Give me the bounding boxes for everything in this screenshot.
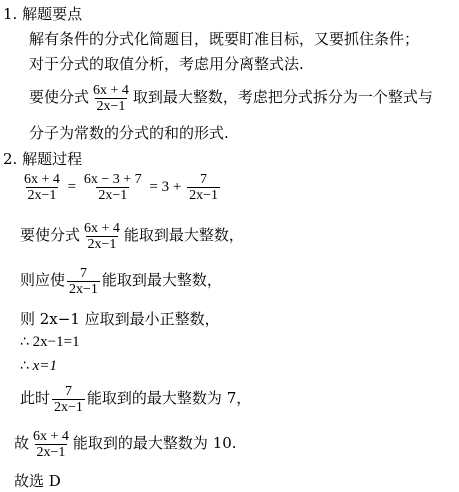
denominator: 2x−1: [96, 98, 126, 114]
section2-heading: 2. 解题过程: [3, 150, 83, 168]
section1-line2: 对于分式的取值分析，考虑用分离整式法.: [29, 55, 304, 73]
fraction: [91, 83, 131, 114]
text-suffix: 能取到的最大整数为 10.: [72, 434, 237, 452]
fraction-1: [22, 172, 62, 203]
section1-line1: 解有条件的分式化简题目，既要盯准目标，又要抓住条件；: [29, 30, 420, 48]
fraction: [67, 266, 100, 297]
fraction-3: [187, 172, 220, 203]
numerator: 7: [64, 383, 72, 399]
denominator: 2x−1: [189, 188, 218, 204]
text-suffix: 能取到最大整数，: [123, 226, 244, 244]
numerator: 6x + 4: [24, 172, 60, 188]
therefore-symbol: ∴: [20, 334, 29, 350]
step6: [20, 381, 251, 415]
denominator: 2x−1: [36, 444, 66, 460]
section1-line3: [29, 80, 433, 114]
denominator: 2x−1: [98, 188, 128, 204]
step1: [20, 218, 244, 252]
denominator: 2x−1: [69, 281, 98, 297]
equals-three-plus: = 3 +: [149, 179, 182, 195]
step2: [20, 263, 222, 297]
numerator: 7: [79, 265, 87, 281]
denominator: 2x−1: [87, 236, 117, 252]
text-prefix: 此时: [20, 389, 51, 407]
equals-sign: =: [67, 179, 77, 195]
step3: 则 2x−1 应取到最小正整数，: [20, 310, 220, 328]
denominator: 2x−1: [54, 399, 83, 415]
step4-text: 2x−1=1: [32, 334, 80, 350]
numerator: 6x + 4: [84, 220, 120, 236]
denominator: 2x−1: [27, 188, 57, 204]
fraction: [82, 221, 122, 252]
text-prefix: 要使分式: [20, 226, 81, 244]
equation-line: [20, 170, 222, 204]
fraction: [52, 384, 85, 415]
numerator: 6x + 4: [93, 82, 129, 98]
text-suffix: 能取到最大整数，: [101, 271, 222, 289]
text-prefix: 要使分式: [29, 88, 90, 106]
numerator: 6x + 4: [33, 428, 69, 444]
text-prefix: 故: [14, 434, 30, 452]
fraction-2: [82, 172, 144, 203]
numerator: 7: [200, 172, 208, 188]
step8: 故选 D: [14, 472, 61, 490]
numerator: 6x − 3 + 7: [83, 172, 142, 188]
text-suffix: 能取到的最大整数为 7，: [86, 389, 252, 407]
step5: [20, 357, 57, 375]
fraction: [31, 429, 71, 460]
text-prefix: 则应使: [20, 271, 66, 289]
step7: [14, 426, 237, 460]
therefore-symbol: ∴: [20, 358, 29, 374]
section1-heading: 1. 解题要点: [3, 5, 83, 23]
step4: [20, 333, 80, 351]
section1-line4: 分子为常数的分式的和的形式.: [29, 124, 229, 142]
text-suffix: 取到最大整数，考虑把分式拆分为一个整式与: [132, 88, 433, 106]
step5-text: x=1: [32, 358, 57, 374]
